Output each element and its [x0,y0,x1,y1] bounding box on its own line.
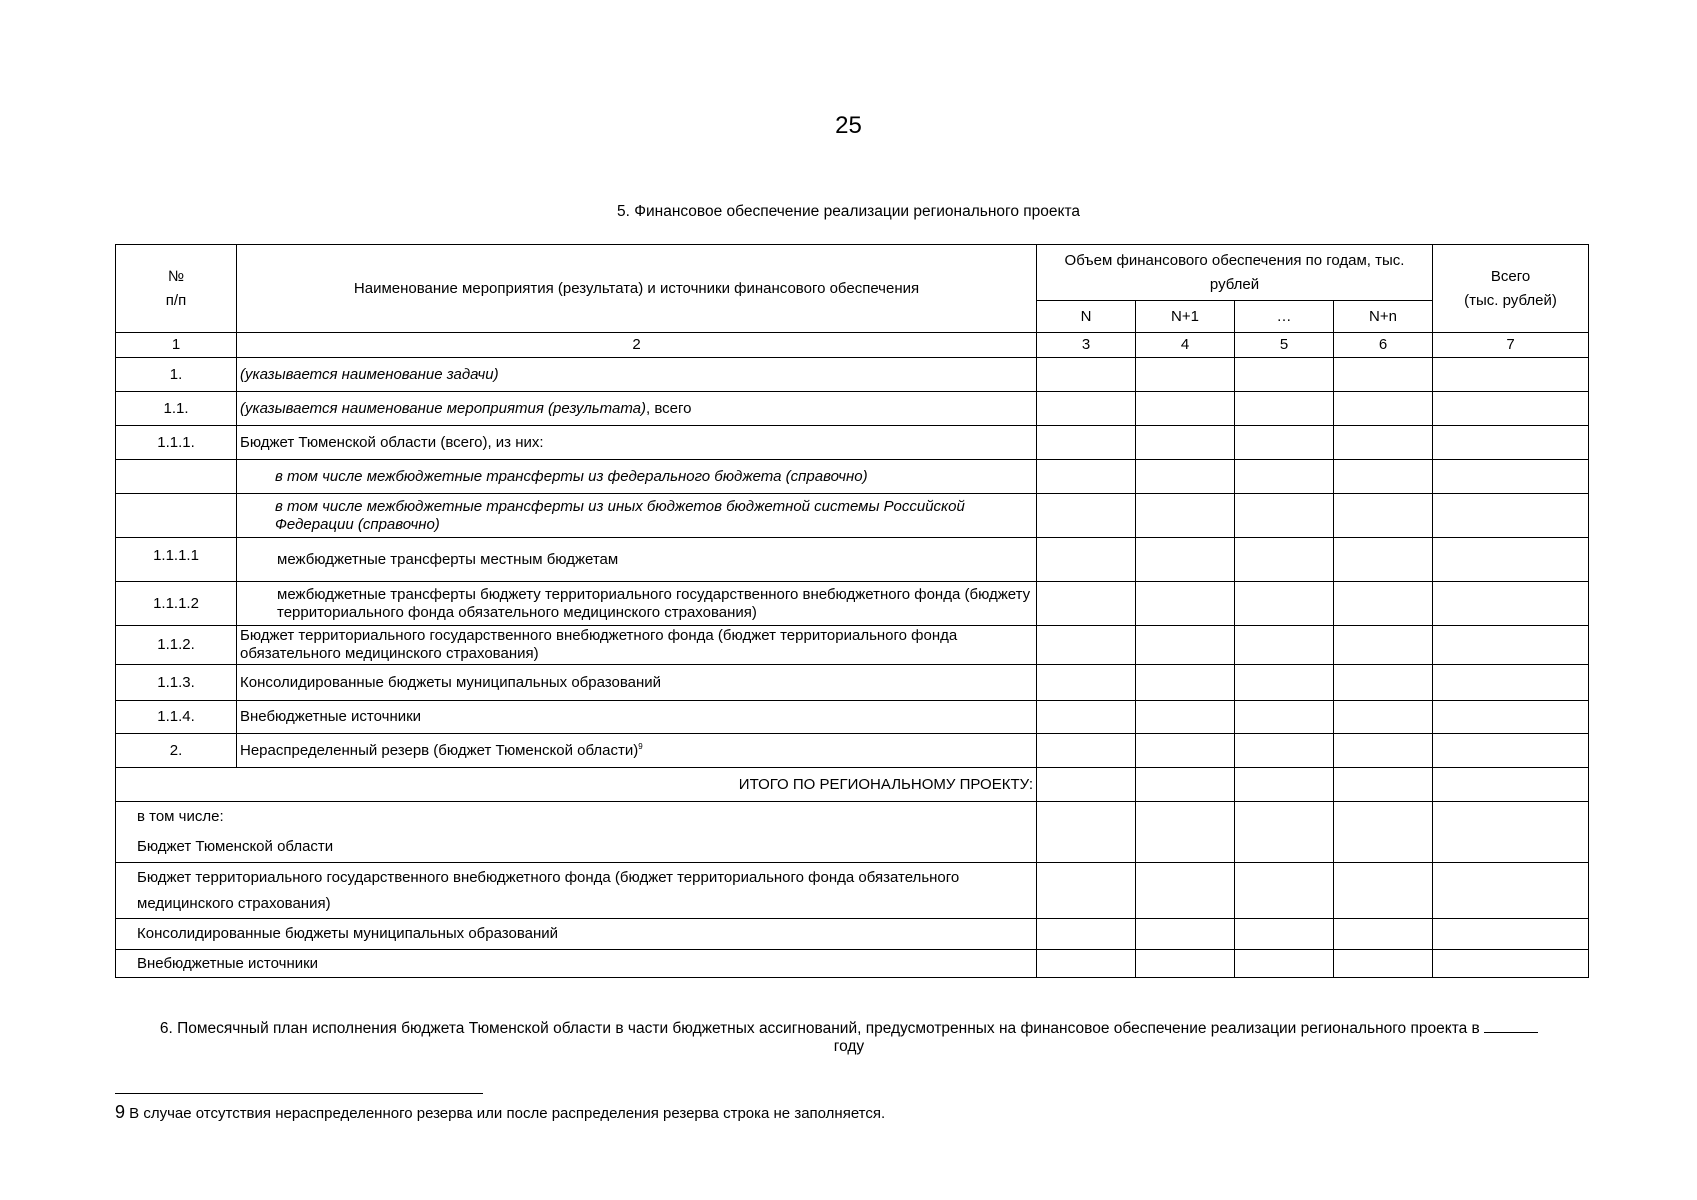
including-label: в том числе: [137,808,224,825]
total-row [116,768,1589,802]
value-cell[interactable] [1136,665,1235,701]
row-num: 1.1.1.2 [116,582,237,626]
table-row [116,665,1589,701]
row-text: в том числе межбюджетные трансферты из иных бюджетов бюджетной системы Российской Федерации (справочно) [237,494,1037,538]
row-num: 1.1.3. [116,665,237,701]
value-cell[interactable] [1037,768,1136,802]
total-cell[interactable] [1433,863,1589,919]
table-row [116,701,1589,734]
value-cell[interactable] [1334,701,1433,734]
row-num: 1.1.4. [116,701,237,734]
value-cell[interactable] [1334,950,1433,978]
column-numbers-row [116,333,1589,358]
value-cell[interactable] [1136,802,1235,863]
section-6-tail: году [833,1038,865,1055]
total-cell[interactable] [1433,734,1589,768]
col-number: 1 [116,333,237,358]
value-cell[interactable] [1136,392,1235,426]
value-cell[interactable] [1136,919,1235,950]
row-text: в том числе межбюджетные трансферты из федерального бюджета (справочно) [237,460,1037,494]
value-cell[interactable] [1136,768,1235,802]
total-cell[interactable] [1433,358,1589,392]
value-cell[interactable] [1334,802,1433,863]
col-number: 2 [237,333,1037,358]
value-cell[interactable] [1037,950,1136,978]
table-row [116,460,1589,494]
header-name: Наименование мероприятия (результата) и источники финансового обеспечения [237,245,1037,333]
value-cell[interactable] [1334,494,1433,538]
total-cell[interactable] [1433,950,1589,978]
table-row [116,358,1589,392]
table-row [116,494,1589,538]
value-cell[interactable] [1037,919,1136,950]
value-cell[interactable] [1136,701,1235,734]
value-cell[interactable] [1136,426,1235,460]
value-cell[interactable] [1334,426,1433,460]
section-6-paragraph [124,1018,1574,1056]
section-6-text: 6. Помесячный план исполнения бюджета Тюменской области в части бюджетных ассигнований, предусмотренных на финансовое обеспечение реализации регионального проекта в [159,1020,1480,1037]
total-breakdown-row [116,802,1589,863]
value-cell[interactable] [1037,460,1136,494]
value-cell[interactable] [1235,665,1334,701]
breakdown-municipal: Консолидированные бюджеты муниципальных образований [116,919,1037,950]
value-cell[interactable] [1235,426,1334,460]
value-cell[interactable] [1037,626,1136,665]
table-row [116,582,1589,626]
col-number: 7 [1433,333,1589,358]
value-cell[interactable] [1037,701,1136,734]
row-text [237,734,1037,768]
value-cell[interactable] [1334,734,1433,768]
value-cell[interactable] [1235,582,1334,626]
value-cell[interactable] [1235,950,1334,978]
value-cell[interactable] [1037,665,1136,701]
value-cell[interactable] [1037,494,1136,538]
total-breakdown-row [116,950,1589,978]
row-num: 1.1.1.1 [116,538,237,582]
value-cell[interactable] [1235,358,1334,392]
value-cell[interactable] [1235,392,1334,426]
row-num: 1.1.1. [116,426,237,460]
value-cell[interactable] [1136,582,1235,626]
col-number: 5 [1235,333,1334,358]
value-cell[interactable] [1235,494,1334,538]
value-cell[interactable] [1334,538,1433,582]
row-text: Внебюджетные источники [237,701,1037,734]
value-cell[interactable] [1334,863,1433,919]
value-cell[interactable] [1334,392,1433,426]
value-cell[interactable] [1334,582,1433,626]
value-cell[interactable] [1037,392,1136,426]
value-cell[interactable] [1235,460,1334,494]
total-cell[interactable] [1433,802,1589,863]
value-cell[interactable] [1136,863,1235,919]
header-row-1 [116,245,1589,301]
value-cell[interactable] [1037,863,1136,919]
year-blank[interactable] [1484,1018,1538,1033]
row-text-rest: , всего [646,399,692,417]
col-number: 3 [1037,333,1136,358]
row-text: (указывается наименование задачи) [237,358,1037,392]
total-breakdown-row [116,919,1589,950]
total-label: ИТОГО ПО РЕГИОНАЛЬНОМУ ПРОЕКТУ: [116,768,1037,802]
row-text: Бюджет территориального государственного внебюджетного фонда (бюджет территориального фонда обязательного медицинского страхования) [237,626,1037,665]
col-number: 4 [1136,333,1235,358]
value-cell[interactable] [1136,460,1235,494]
row-text: межбюджетные трансферты местным бюджетам [237,538,1037,582]
row-text: Консолидированные бюджеты муниципальных образований [237,665,1037,701]
col-number: 6 [1334,333,1433,358]
value-cell[interactable] [1334,665,1433,701]
total-cell[interactable] [1433,426,1589,460]
value-cell[interactable] [1136,626,1235,665]
row-text-italic: (указывается наименование мероприятия (результата) [240,399,647,417]
value-cell[interactable] [1235,626,1334,665]
header-num: № п/п [116,245,237,333]
header-volume: Объем финансового обеспечения по годам, тыс. рублей [1037,245,1433,301]
total-cell[interactable] [1433,538,1589,582]
row-text: Бюджет Тюменской области (всего), из них: [237,426,1037,460]
total-cell[interactable] [1433,701,1589,734]
total-breakdown-row [116,863,1589,919]
financing-table [115,244,1589,978]
row-num [116,460,237,494]
value-cell[interactable] [1037,802,1136,863]
footnote [115,1102,885,1123]
total-cell[interactable] [1433,919,1589,950]
value-cell[interactable] [1037,582,1136,626]
value-cell[interactable] [1037,734,1136,768]
value-cell[interactable] [1037,538,1136,582]
total-cell[interactable] [1433,665,1589,701]
value-cell[interactable] [1235,734,1334,768]
page-number: 25 [835,112,862,139]
footnote-text: В случае отсутствия нераспределенного резерва или после распределения резерва строка не заполняется. [125,1105,886,1122]
total-cell[interactable] [1433,768,1589,802]
header-year-n: N [1037,301,1136,333]
value-cell[interactable] [1334,626,1433,665]
value-cell[interactable] [1235,701,1334,734]
regional-budget-label: Бюджет Тюменской области [137,838,334,855]
header-year-n1: N+1 [1136,301,1235,333]
row-text: межбюджетные трансферты бюджету территориального государственного внебюджетного фонда (бюджету территориального фонда обязательного медицинского страхования) [237,582,1037,626]
value-cell[interactable] [1037,426,1136,460]
header-year-nn: N+n [1334,301,1433,333]
value-cell[interactable] [1037,358,1136,392]
value-cell[interactable] [1136,538,1235,582]
table-row [116,734,1589,768]
row-num [116,494,237,538]
total-cell[interactable] [1433,494,1589,538]
total-cell[interactable] [1433,392,1589,426]
header-year-ellipsis: … [1235,301,1334,333]
total-cell[interactable] [1433,582,1589,626]
row-text [237,392,1037,426]
footnote-mark[interactable]: 9 [638,741,643,751]
total-cell[interactable] [1433,460,1589,494]
row-num: 1.1. [116,392,237,426]
breakdown-regional [116,802,1037,863]
value-cell[interactable] [1235,919,1334,950]
breakdown-extrabudget: Внебюджетные источники [116,950,1037,978]
value-cell[interactable] [1334,768,1433,802]
value-cell[interactable] [1334,358,1433,392]
header-total: Всего (тыс. рублей) [1433,245,1589,333]
total-cell[interactable] [1433,626,1589,665]
footnote-number: 9 [115,1102,126,1122]
row-text-main: Нераспределенный резерв (бюджет Тюменской области) [240,741,639,759]
table-row [116,392,1589,426]
footnote-separator [115,1093,483,1094]
table-row [116,538,1589,582]
breakdown-fund: Бюджет территориального государственного внебюджетного фонда (бюджет территориального фонда обязательного медицинского страхования) [116,863,1037,919]
row-num: 1.1.2. [116,626,237,665]
value-cell[interactable] [1136,734,1235,768]
value-cell[interactable] [1334,460,1433,494]
row-num: 1. [116,358,237,392]
value-cell[interactable] [1235,768,1334,802]
value-cell[interactable] [1235,538,1334,582]
value-cell[interactable] [1334,919,1433,950]
value-cell[interactable] [1136,358,1235,392]
row-num: 2. [116,734,237,768]
value-cell[interactable] [1136,494,1235,538]
table-row [116,426,1589,460]
value-cell[interactable] [1235,863,1334,919]
value-cell[interactable] [1136,950,1235,978]
table-row [116,626,1589,665]
section-5-title: 5. Финансовое обеспечение реализации регионального проекта [616,203,1081,220]
value-cell[interactable] [1235,802,1334,863]
